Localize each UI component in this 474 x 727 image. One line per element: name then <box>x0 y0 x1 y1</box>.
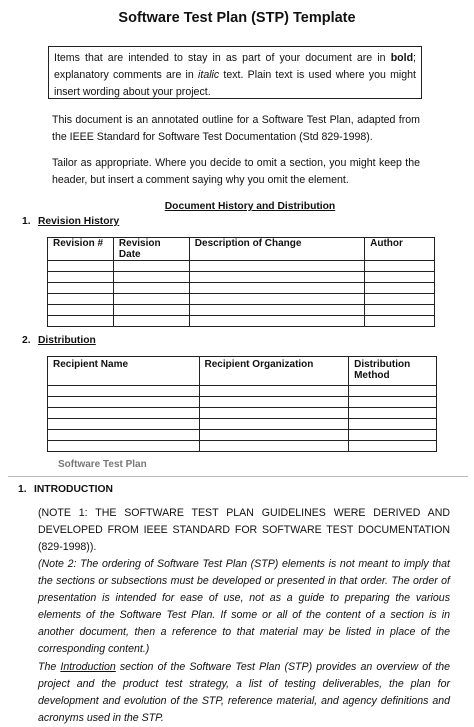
note-bold-word: bold <box>390 52 414 64</box>
table-row <box>48 316 435 327</box>
intro-para-pre: The <box>38 661 61 673</box>
intro-para-post: section of the Software Test Plan (STP) provides an overview of the project and the product test strategy, a list of testing deliverables, the plan for development and evolution of the STP, reference material, and agency definitions and acronyms used in the STP. <box>38 661 450 724</box>
table-cell[interactable] <box>189 305 364 316</box>
table-cell[interactable] <box>48 397 200 408</box>
table-row <box>48 441 437 452</box>
note-text-part2: ; explanatory comments are in <box>54 52 416 81</box>
table-cell[interactable] <box>199 419 349 430</box>
table-cell[interactable] <box>349 430 437 441</box>
table-cell[interactable] <box>349 419 437 430</box>
table-cell[interactable] <box>199 386 349 397</box>
distribution-section-number: 2. <box>22 335 31 346</box>
table-cell[interactable] <box>365 305 435 316</box>
table-cell[interactable] <box>48 261 114 272</box>
intro-section-link[interactable]: Introduction <box>60 661 116 673</box>
table-cell[interactable] <box>48 294 114 305</box>
table-row <box>48 408 437 419</box>
document-title: Software Test Plan (STP) Template <box>118 10 356 26</box>
col-revision-number: Revision # <box>48 238 114 261</box>
page-footer-label: Software Test Plan <box>58 459 147 470</box>
table-cell[interactable] <box>113 294 189 305</box>
introduction-note-1: (NOTE 1: THE SOFTWARE TEST PLAN GUIDELINES WERE DERIVED AND DEVELOPED FROM IEEE STANDARD FOR SOFTWARE TEST DOCUMENTATION (829-1998)). <box>38 507 450 553</box>
table-row <box>48 261 435 272</box>
table-cell[interactable] <box>199 430 349 441</box>
table-row <box>48 283 435 294</box>
table-cell[interactable] <box>113 305 189 316</box>
col-recipient-name: Recipient Name <box>48 357 200 386</box>
table-cell[interactable] <box>199 397 349 408</box>
table-cell[interactable] <box>48 283 114 294</box>
table-row <box>48 272 435 283</box>
table-cell[interactable] <box>48 430 200 441</box>
table-cell[interactable] <box>48 272 114 283</box>
table-cell[interactable] <box>113 272 189 283</box>
table-row <box>48 386 437 397</box>
table-header-row <box>48 238 435 261</box>
table-cell[interactable] <box>189 316 364 327</box>
introduction-heading <box>18 484 113 495</box>
table-header-row <box>48 357 437 386</box>
table-row <box>48 430 437 441</box>
col-revision-date: Revision Date <box>113 238 189 261</box>
instruction-note-box <box>48 46 422 99</box>
table-cell[interactable] <box>48 419 200 430</box>
introduction-number: 1. <box>18 484 27 495</box>
col-description: Description of Change <box>189 238 364 261</box>
table-cell[interactable] <box>349 408 437 419</box>
table-cell[interactable] <box>48 441 200 452</box>
revision-history-table <box>47 237 435 327</box>
intro-paragraph-1: This document is an annotated outline for a Software Test Plan, adapted from the IEEE Standard for Software Test Documentation (Std 829-1998). <box>52 114 420 143</box>
table-cell[interactable] <box>365 283 435 294</box>
col-author: Author <box>365 238 435 261</box>
distribution-section-title: Distribution <box>38 335 96 346</box>
distribution-table <box>47 356 437 452</box>
distribution-heading <box>22 335 96 346</box>
table-cell[interactable] <box>113 283 189 294</box>
table-cell[interactable] <box>199 441 349 452</box>
table-row <box>48 305 435 316</box>
table-cell[interactable] <box>189 261 364 272</box>
table-cell[interactable] <box>113 316 189 327</box>
revision-section-title: Revision History <box>38 216 120 227</box>
introduction-title: INTRODUCTION <box>34 484 113 495</box>
col-distribution-method: Distribution Method <box>349 357 437 386</box>
col-recipient-organization: Recipient Organization <box>199 357 349 386</box>
intro-paragraph-2: Tailor as appropriate. Where you decide to omit a section, you might keep the header, but insert a comment saying why you omit the element. <box>52 157 420 186</box>
table-row <box>48 294 435 305</box>
note-italic-word: italic <box>198 69 220 81</box>
table-row <box>48 419 437 430</box>
table-cell[interactable] <box>189 294 364 305</box>
table-cell[interactable] <box>189 283 364 294</box>
introduction-note-2: (Note 2: The ordering of Software Test Plan (STP) elements is not meant to imply that the sections or subsections must be developed or presented in that order. The order of presentation is intended for ease of use, not as a guide to preparing the various elements of the Software Test Plan. If some or all of the content of a section is in another document, then a reference to that material may be listed in place of the corresponding content.) <box>38 558 450 655</box>
note-text-part1: Items that are intended to stay in as part of your document are in <box>54 52 391 64</box>
table-cell[interactable] <box>365 294 435 305</box>
table-cell[interactable] <box>189 272 364 283</box>
table-cell[interactable] <box>349 397 437 408</box>
revision-section-number: 1. <box>22 216 31 227</box>
table-cell[interactable] <box>48 386 200 397</box>
table-cell[interactable] <box>365 261 435 272</box>
table-cell[interactable] <box>365 272 435 283</box>
table-cell[interactable] <box>48 305 114 316</box>
table-cell[interactable] <box>48 408 200 419</box>
page-break-divider <box>8 476 468 477</box>
introduction-paragraph <box>38 659 450 727</box>
history-distribution-heading: Document History and Distribution <box>164 201 336 212</box>
note-text-part3: text. Plain text is used where you might insert wording about your project. <box>54 69 416 98</box>
revision-history-heading <box>22 216 119 227</box>
table-cell[interactable] <box>365 316 435 327</box>
table-cell[interactable] <box>349 441 437 452</box>
table-cell[interactable] <box>349 386 437 397</box>
table-row <box>48 397 437 408</box>
table-cell[interactable] <box>48 316 114 327</box>
table-cell[interactable] <box>113 261 189 272</box>
table-cell[interactable] <box>199 408 349 419</box>
